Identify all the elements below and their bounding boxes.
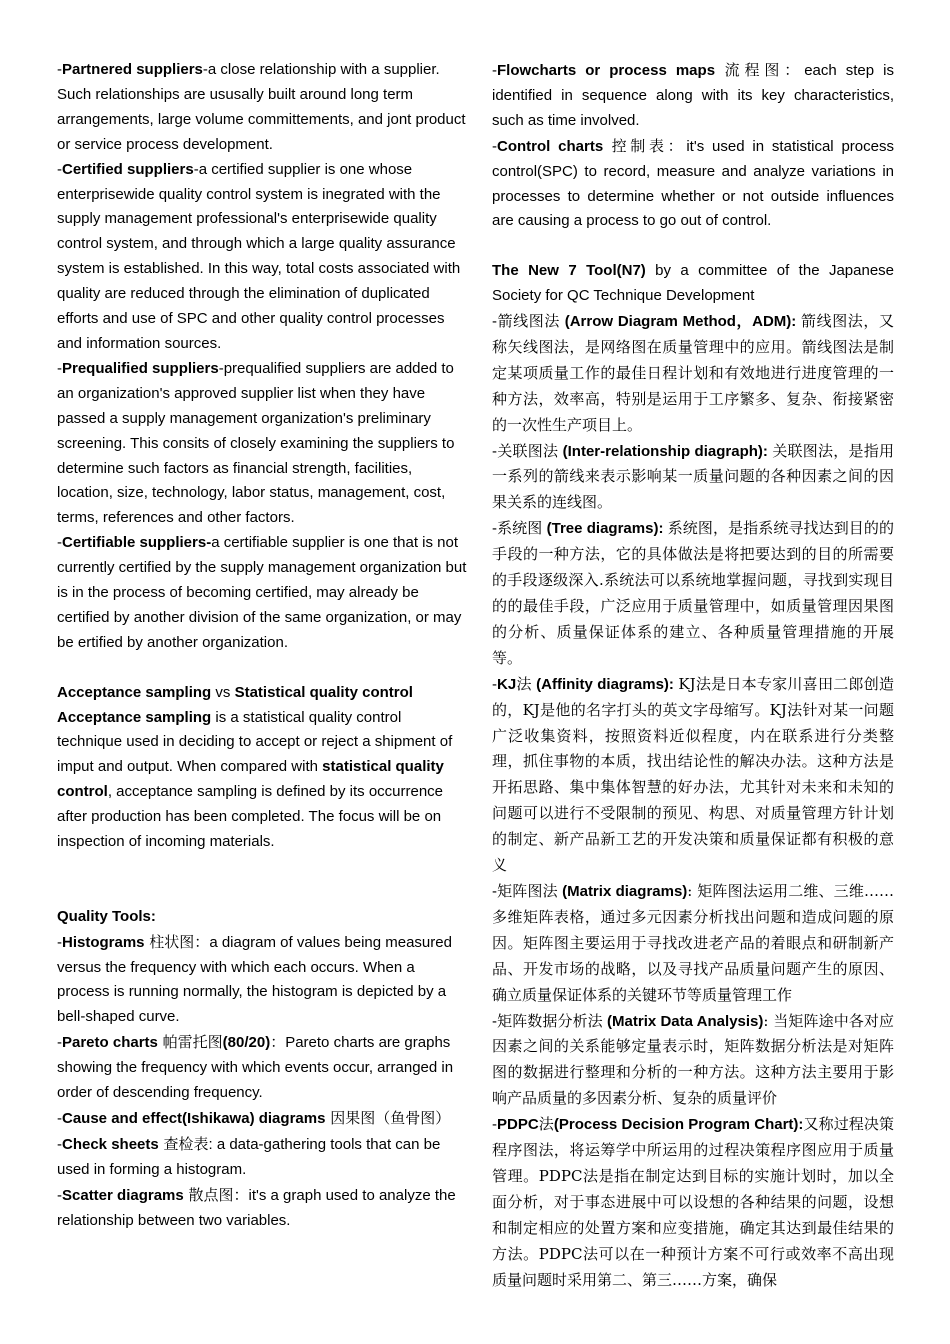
certifiable-suppliers-paragraph: -Certifiable suppliers-a certifiable supplier is one that is not currently certified by the supply management organization but is in the process of becoming certified, may already be certified by another division of the same organization, or may be ertified by another organization. bbox=[57, 534, 467, 651]
matrix-data-analysis-paragraph: -矩阵数据分析法 (Matrix Data Analysis): 当矩阵途中各对应因素之间的关系能够定量表示时，矩阵数据分析法是对矩阵图的数据进行整理和分析的一种方法。这种方法主要用于影响产品质量的多因素分析、复杂的质量评价 bbox=[492, 1011, 894, 1108]
definition: : a data-gathering tools that can be used in forming a histogram. bbox=[57, 1135, 441, 1178]
term: Partnered suppliers bbox=[62, 61, 203, 78]
chinese-term: 关联图法 bbox=[497, 441, 559, 460]
term: (Matrix diagrams) bbox=[562, 882, 688, 900]
definition: 关联图法，是指用一系列的箭线来表示影响某一质量问题的各种因素之间的因果关系的连线图。 bbox=[492, 441, 894, 512]
term: Pareto charts bbox=[62, 1034, 158, 1052]
term: (Inter-relationship diagraph): bbox=[562, 442, 768, 460]
spacer bbox=[492, 234, 894, 259]
chinese-term: 因果图（鱼骨图） bbox=[325, 1109, 451, 1128]
chinese-term: 散点图： bbox=[183, 1185, 249, 1204]
term: (Tree diagrams): bbox=[546, 520, 664, 538]
scatter-paragraph: -Scatter diagrams 散点图：it's a graph used to analyze the relationship between two variables. bbox=[57, 1185, 456, 1229]
definition: -prequalified suppliers are added to an organization's approved supplier list when they have passed a supply management organization's preliminary screening. This consits of closely examining the suppliers to determine such factors as financial strength, facilities, location, size, technology, labor status, management, cost, terms, references and other factors. bbox=[57, 359, 455, 527]
chinese-term: 法 bbox=[516, 674, 532, 693]
term: Acceptance sampling bbox=[57, 708, 212, 726]
definition: Pareto charts are graphs showing the frequency with which events occur, arranged in order of descending frequency. bbox=[57, 1034, 454, 1102]
term: PDPC bbox=[497, 1116, 539, 1134]
definition: , acceptance sampling is defined by its occurrence after production has been completed. The focus will be on inspection of incoming materials. bbox=[57, 783, 444, 851]
matrix-diagram-paragraph: -矩阵图法 (Matrix diagrams): 矩阵图法运用二维、三维……多维矩阵表格，通过多元因素分析找出问题和造成问题的原因。矩阵图主要运用于寻找改进老产品的着眼点和研制新产品、开发市场的战略，以及寻找产品质量问题产生的原因、确立质量保证体系的关键环节等质量管理工作 bbox=[492, 881, 894, 1004]
definition: : 当矩阵途中各对应因素之间的关系能够定量表示时，矩阵数据分析法是对矩阵图的数据进行整理和分析的一种方法。这种方法主要用于影响产品质量的多因素分析、复杂的质量评价 bbox=[492, 1011, 894, 1108]
flowcharts-paragraph: -Flowcharts or process maps 流程图：each step is identified in sequence along with its key characteristics, such as time involved. bbox=[492, 61, 894, 129]
arrow-diagram-paragraph: -箭线图法 (Arrow Diagram Method，ADM): 箭线图法，又称矢线图法，是网络图在质量管理中的应用。箭线图法是制定某项质量工作的最佳日程计划和有效地进行进度管理的一种方法，效率高，特别是运用于工序繁多、复杂、衔接紧密的一次性生产项目上。 bbox=[492, 312, 894, 434]
pareto-paragraph: -Pareto charts 帕雷托图(80/20)：Pareto charts are graphs showing the frequency with which events occur, arranged in order of descending frequency. bbox=[57, 1033, 454, 1102]
term: Certifiable suppliers- bbox=[62, 534, 212, 552]
acceptance-heading bbox=[57, 681, 467, 706]
heading-part: Statistical quality control bbox=[234, 683, 413, 701]
definition: 又称过程决策程序图法，将运筹学中所运用的过程决策程序图应用于质量管理。PDPC法是指在制定达到目标的实施计划时，加以全面分析，对于事态进展中可以设想的各种结果的问题，设想和制定相应的处置方案和应变措施，确定其达到最佳结果的方法。PDPC法可以在一种预计方案不可行或效率不高出现质量问题时采用第二、第三……方案，确保 bbox=[492, 1115, 894, 1289]
certified-suppliers-paragraph: -Certified suppliers-a certified supplier is one whose enterprisewide quality control system is inegrated with the supply management professional's enterprisewide quality control system, and through which a large quality assurance system is established. In this way, total costs associated with quality are reduced through the elimination of duplicated efforts and use of SPC and other quality control processes and information sources. bbox=[57, 160, 461, 352]
term: Cause and effect(Ishikawa) diagrams bbox=[62, 1110, 326, 1128]
tree-diagram-paragraph: -系统图 (Tree diagrams): 系统图，是指系统寻找达到目的的手段的一种方法，它的具体做法是将把要达到的目的所需要的手段逐级深入.系统法可以系统地掌握问题，寻找到实现目的的最佳手段，广泛应用于质量管理中，如质量管理因果图的分析、质量保证体系的建立、各种质量管理措施的开展等。 bbox=[492, 519, 894, 667]
definition: a certifiable supplier is one that is not currently certified by the supply management organization but is in the process of becoming certified, may already be certified by another division of the same organization, or may be ertified by another organization. bbox=[57, 534, 467, 651]
chinese-term: 系统图 bbox=[497, 519, 543, 538]
term: Flowcharts or process maps bbox=[497, 62, 716, 79]
heading-part: Acceptance sampling bbox=[57, 683, 212, 701]
chinese-term: 控制表： bbox=[603, 136, 687, 155]
term: Certified suppliers bbox=[62, 160, 194, 178]
term: Prequalified suppliers bbox=[62, 359, 219, 377]
term: Scatter diagrams bbox=[62, 1186, 184, 1204]
term: (80/20) bbox=[222, 1034, 271, 1052]
pdpc-paragraph: -PDPC法(Process Decision Program Chart):又称过程决策程序图法，将运筹学中所运用的过程决策程序图应用于质量管理。PDPC法是指在制定达到目标的实施计划时，加以全面分析，对于事态进展中可以设想的各种结果的问题，设想和制定相应的处置方案和应变措施，确定其达到最佳结果的方法。PDPC法可以在一种预计方案不可行或效率不高出现质量问题时采用第二、第三……方案，确保 bbox=[492, 1115, 894, 1289]
spacer bbox=[57, 880, 467, 905]
histograms-paragraph: -Histograms 柱状图：a diagram of values being measured versus the frequency with which each occurs. When a process is running normally, the histogram is depicted by a bell-shaped curve. bbox=[57, 932, 452, 1026]
definition: 箭线图法，又称矢线图法，是网络图在质量管理中的应用。箭线图法是制定某项质量工作的最佳日程计划和有效地进行进度管理的一种方法，效率高，特别是运用于工序繁多、复杂、衔接紧密的一次性生产项目上。 bbox=[492, 312, 894, 434]
definition: -a certified supplier is one whose enterprisewide quality control system is inegrated with the supply management professional's enterprisewide quality control system, and through which a large quality assurance system is established. In this way, total costs associated with quality are reduced through the elimination of duplicated efforts and use of SPC and other quality control processes and information sources. bbox=[57, 160, 461, 352]
chinese-term: 箭线图法 bbox=[497, 312, 560, 331]
term: Control charts bbox=[497, 137, 604, 155]
chinese-term: 帕雷托图 bbox=[157, 1033, 223, 1052]
term: KJ bbox=[497, 675, 517, 693]
term: (Matrix Data Analysis) bbox=[607, 1012, 764, 1030]
term: statistical quality control bbox=[57, 758, 444, 801]
chinese-term: 柱状图： bbox=[144, 932, 210, 951]
prequalified-suppliers-paragraph: -Prequalified suppliers-prequalified suppliers are added to an organization's approved supplier list when they have passed a supply management organization's preliminary screening. This consits of closely examining the suppliers to determine such factors as financial strength, facilities, location, size, technology, labor status, management, cost, terms, references and other factors. bbox=[57, 359, 455, 527]
definition: it's used in statistical process control(SPC) to record, measure and analyze variations in processes to determine whether or not outside influences are causing a process to go out of control. bbox=[492, 137, 894, 230]
chinese-punct: ： bbox=[270, 1033, 286, 1052]
definition: : 矩阵图法运用二维、三维……多维矩阵表格，通过多元因素分析找出问题和造成问题的原因。矩阵图主要运用于寻找改进老产品的着眼点和研制新产品、开发市场的战略，以及寻找产品质量问题产生的原因、确立质量保证体系的关键环节等质量管理工作 bbox=[492, 881, 894, 1004]
chinese-term: 法 bbox=[538, 1115, 554, 1134]
spacer bbox=[57, 855, 467, 880]
control-charts-paragraph: -Control charts 控制表：it's used in statistical process control(SPC) to record, measure and analyze variations in processes to determine whether or not outside influences are causing a process to go out of control. bbox=[492, 136, 894, 230]
spacer bbox=[57, 656, 467, 681]
heading: Quality Tools: bbox=[57, 907, 156, 925]
chinese-term: 矩阵数据分析法 bbox=[497, 1011, 603, 1030]
term: Histograms bbox=[62, 933, 145, 951]
definition: each step is identified in sequence along with its key characteristics, such as time involved. bbox=[492, 62, 894, 129]
definition: 系统图，是指系统寻找达到目的的手段的一种方法，它的具体做法是将把要达到的目的所需要的手段逐级深入.系统法可以系统地掌握问题，寻找到实现目的的最佳手段，广泛应用于质量管理中，如质量管理因果图的分析、质量保证体系的建立、各种质量管理措施的开展等。 bbox=[492, 519, 894, 667]
definition: a diagram of values being measured versus the frequency with which each occurs. When a process is running normally, the histogram is depicted by a bell-shaped curve. bbox=[57, 933, 452, 1026]
definition: it's a graph used to analyze the relationship between two variables. bbox=[57, 1186, 456, 1229]
right-column bbox=[492, 58, 894, 1293]
partnered-suppliers-paragraph: -Partnered suppliers-a close relationship with a supplier. Such relationships are ususally built around long term arrangements, large volume committements, and jont product or service process development. bbox=[57, 61, 466, 153]
definition: -a close relationship with a supplier. Such relationships are ususally built around long term arrangements, large volume committements, and jont product or service process development. bbox=[57, 61, 466, 153]
n7-paragraph bbox=[492, 259, 894, 309]
chinese-term: 流程图： bbox=[715, 61, 805, 79]
interrelationship-paragraph: -关联图法 (Inter-relationship diagraph): 关联图法，是指用一系列的箭线来表示影响某一质量问题的各种因素之间的因果关系的连线图。 bbox=[492, 441, 894, 512]
cause-effect-paragraph: -Cause and effect(Ishikawa) diagrams 因果图（鱼骨图） bbox=[57, 1109, 451, 1128]
kj-method-paragraph: -KJ法 (Affinity diagrams): KJ法是日本专家川喜田二郎创造的，KJ是他的名字打头的英文字母缩写。KJ法针对某一问题广泛收集资料，按照资料近似程度，内在联系进行分类整理，抓住事物的本质，找出结论性的解决办法。这种方法是开拓思路、集中集体智慧的好办法，尤其针对未来和未知的问题可以进行不受限制的预见、构思、对质量管理方针计划的制定、新产品新工艺的开发决策和质量保证都有积极的意义 bbox=[492, 674, 894, 875]
heading-vs: vs bbox=[211, 683, 235, 701]
definition: KJ法是日本专家川喜田二郎创造的，KJ是他的名字打头的英文字母缩写。KJ法针对某一问题广泛收集资料，按照资料近似程度，内在联系进行分类整理，抓住事物的本质，找出结论性的解决办法。这种方法是开拓思路、集中集体智慧的好办法，尤其针对未来和未知的问题可以进行不受限制的预见、构思、对质量管理方针计划的制定、新产品新工艺的开发决策和质量保证都有积极的意义 bbox=[492, 674, 894, 875]
definition: is a statistical quality control technique used in deciding to accept or reject a shipment of imput and output. When compared with bbox=[57, 708, 453, 776]
term: (Arrow Diagram Method，ADM): bbox=[564, 313, 797, 331]
heading: The New 7 Tool(N7) bbox=[492, 262, 646, 280]
term: (Affinity diagrams): bbox=[536, 675, 674, 693]
chinese-term: 矩阵图法 bbox=[497, 881, 558, 900]
term: (Process Decision Program Chart): bbox=[553, 1116, 804, 1134]
term: Check sheets bbox=[62, 1135, 159, 1153]
check-sheets-paragraph: -Check sheets 查检表: a data-gathering tools that can be used in forming a histogram. bbox=[57, 1134, 441, 1178]
left-column bbox=[57, 58, 467, 1234]
quality-tools-heading bbox=[57, 905, 467, 930]
definition: by a committee of the Japanese Society for QC Technique Development bbox=[492, 262, 894, 305]
chinese-term: 查检表 bbox=[158, 1134, 209, 1153]
acceptance-sampling-paragraph bbox=[57, 706, 467, 855]
